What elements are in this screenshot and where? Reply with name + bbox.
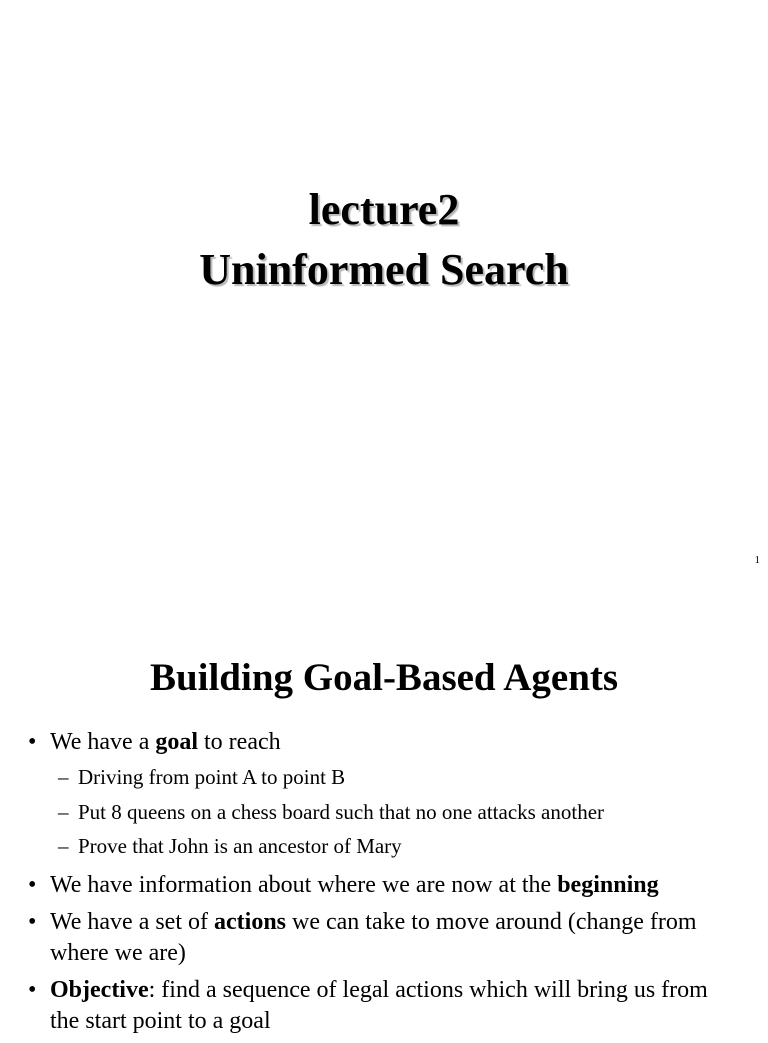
bullet-actions [0,907,768,969]
title-line-1: lecture2 [308,185,460,234]
bullet-dot: • [28,976,37,1003]
bullet-text-post: we can take to move around (change from where we are) [50,908,697,966]
sub-item [50,829,708,864]
page-number: 1 [754,554,760,566]
sub-dash: – [58,799,69,824]
bullet-text-pre: We have information about where we are now at the [50,871,558,898]
sub-item-text: Put 8 queens on a chess board such that no one attacks another [78,799,605,824]
bullet-text-pre: We have a set of [50,908,214,935]
sub-item [50,760,708,795]
bullet-text-bold: Objective [50,976,149,1003]
sub-list [50,760,708,864]
sub-dash: – [58,834,69,858]
bullet-dot: • [28,871,37,898]
bullet-goal [0,727,768,864]
bullet-beginning [0,870,768,901]
bullet-text-bold: goal [155,729,199,755]
slide-1-title [0,180,768,300]
bullet-text-bold: actions [214,908,286,935]
bullet-dot: • [28,908,37,935]
sub-dash: – [58,765,69,789]
sub-item [50,795,708,830]
bullet-list [0,727,768,1043]
sub-item-text: Prove that John is an ancestor of Mary [78,834,402,858]
slide-2-title: Building Goal-Based Agents [149,656,619,699]
sub-item-text: Driving from point A to point B [78,765,346,789]
bullet-text-bold: beginning [557,871,659,898]
bullet-text-post: to reach [198,729,281,755]
title-line-2: Uninformed Search [199,245,569,294]
bullet-dot: • [28,729,37,755]
bullet-objective [0,975,768,1037]
bullet-text-post: : find a sequence of legal actions which will bring us from the start point to a goal [50,976,708,1034]
bullet-text-pre: We have a [50,729,156,755]
